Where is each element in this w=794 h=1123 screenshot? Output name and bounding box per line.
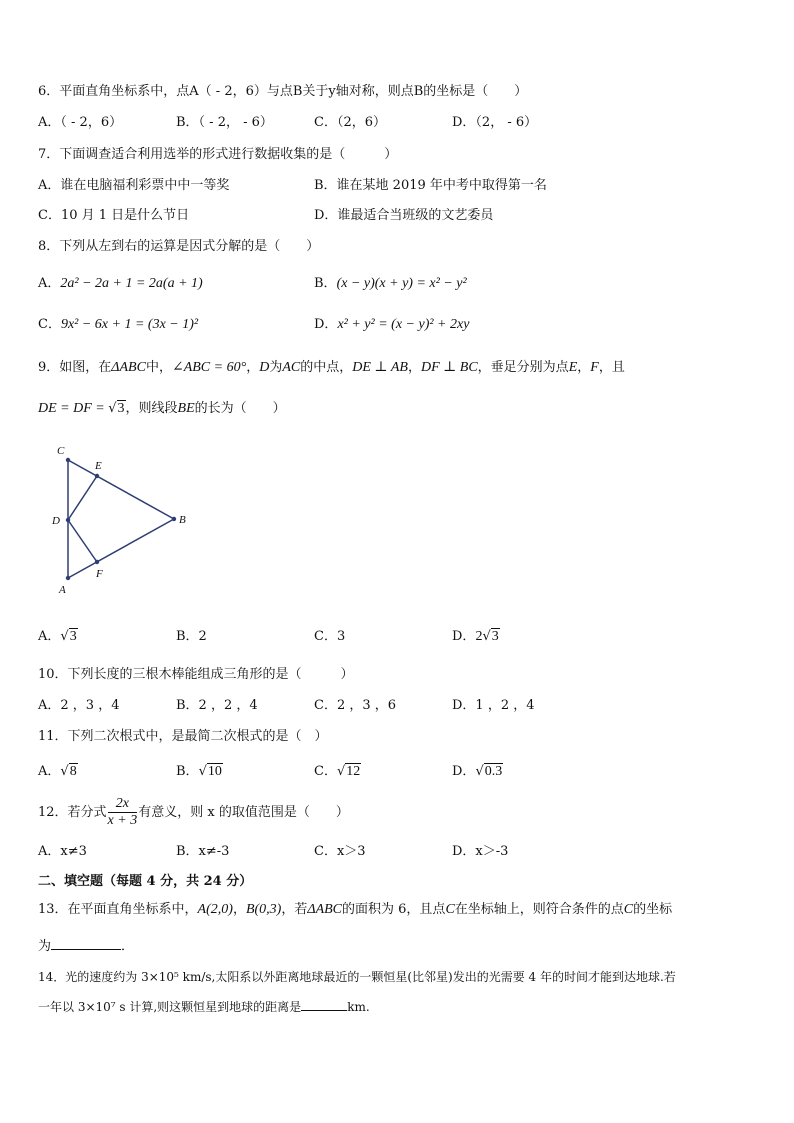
q8-option-c <box>38 316 198 334</box>
sqrt-symbol: √0.3 <box>475 764 503 779</box>
q9-option-d-label: D． <box>452 629 476 644</box>
q13-text: 在坐标轴上，则符合条件的点 <box>454 902 624 917</box>
q8-option-b <box>314 275 467 293</box>
q9-text: 9．如图，在 <box>38 360 112 375</box>
q14-line2 <box>38 998 370 1016</box>
radicand: 12 <box>346 764 361 779</box>
q9-option-a <box>38 628 78 646</box>
q9-math: ∠ABC = 60° <box>171 360 247 375</box>
q8-option-d-expr: x² + y² = (x − y)² + 2xy <box>337 317 470 332</box>
label-a: A <box>59 584 66 596</box>
label-d: D <box>52 515 60 527</box>
q6-option-c: C．（2，6） <box>314 115 386 130</box>
q7-option-d: D．谁最适合当班级的文艺委员 <box>314 208 494 223</box>
label-b: B <box>179 514 186 526</box>
sqrt-symbol: √3 <box>108 401 125 416</box>
answer-blank[interactable] <box>51 937 121 950</box>
sqrt-symbol: √10 <box>198 764 222 779</box>
q11-option-c <box>314 763 361 781</box>
q9-option-a-label: A． <box>38 629 61 644</box>
q9-math: D <box>259 360 270 375</box>
q11-option-d <box>452 763 503 781</box>
q11-option-b-label: B． <box>176 764 199 779</box>
q14-text: km. <box>347 1000 370 1014</box>
q8-option-b-label: B． <box>314 276 337 291</box>
q13-text: 13．在平面直角坐标系中， <box>38 902 198 917</box>
q9-math: ΔABC <box>111 360 146 375</box>
q13-text: ， <box>232 902 246 917</box>
point-b <box>172 517 176 521</box>
q13-math: C <box>623 902 634 917</box>
q9-stem-line1 <box>38 359 625 377</box>
q8-option-a-expr: 2a² − 2a + 1 = 2a(a + 1) <box>60 276 203 291</box>
q13-text: 为 <box>38 939 52 954</box>
q13-math: C <box>445 902 455 917</box>
point-f <box>95 560 99 564</box>
q7-option-c: C．10 月 1 日是什么节日 <box>38 208 190 223</box>
q9-text: ， <box>407 360 421 375</box>
point-d <box>66 518 70 522</box>
q9-math: DF ⊥ BC <box>420 360 478 375</box>
q9-option-d <box>452 628 500 646</box>
q13-text: 的面积为 6，且点 <box>342 902 446 917</box>
q11-option-a-label: A． <box>38 764 61 779</box>
q13-math: B(0,3) <box>245 902 282 917</box>
q13-text: 的坐标 <box>633 902 673 917</box>
radicand: 3 <box>491 629 499 644</box>
q9-text: ， <box>577 360 591 375</box>
q8-stem: 8．下列从左到右的运算是因式分解的是（ ） <box>38 239 320 254</box>
point-a <box>66 576 70 580</box>
q11-option-d-label: D． <box>452 764 476 779</box>
q8-option-d <box>314 316 469 334</box>
q7-stem: 7．下面调查适合利用选举的形式进行数据收集的是（ ） <box>38 147 398 162</box>
section-heading: 二、填空题（每题 4 分，共 24 分） <box>38 874 253 889</box>
q12-text: 12．若分式 <box>38 805 107 820</box>
q11-option-a <box>38 763 78 781</box>
q12-stem <box>38 796 349 830</box>
label-e: E <box>95 460 102 472</box>
q8-option-c-expr: 9x² − 6x + 1 = (3x − 1)² <box>60 317 199 332</box>
q7-option-b: B．谁在某地 2019 年中考中取得第一名 <box>314 178 547 193</box>
fraction <box>108 796 138 829</box>
q11-option-b <box>176 763 223 781</box>
radicand: 3 <box>117 401 125 416</box>
q13-line2 <box>38 937 134 956</box>
radicand: 10 <box>207 764 222 779</box>
q13-text: ． <box>121 939 135 954</box>
q10-option-d: D．1 ，2 ，4 <box>452 698 535 713</box>
q13-math: A(2,0) <box>197 902 233 917</box>
q9-triangle-figure <box>44 440 204 600</box>
q12-text: 有意义，则 x 的取值范围是（ ） <box>138 805 349 820</box>
q9-math: BE <box>177 401 195 416</box>
segment-de <box>68 476 97 520</box>
q14-text: 一年以 3×10⁷ s 计算,则这颗恒星到地球的距离是 <box>38 1000 302 1014</box>
point-c <box>66 458 70 462</box>
q10-stem: 10．下列长度的三根木棒能组成三角形的是（ ） <box>38 667 354 682</box>
sqrt-symbol: √3 <box>60 629 77 644</box>
q9-text: 中， <box>145 360 172 375</box>
point-e <box>95 474 99 478</box>
q8-option-c-label: C． <box>38 317 61 332</box>
q10-option-c: C．2 ，3 ，6 <box>314 698 397 713</box>
radicand: 8 <box>69 764 77 779</box>
q13-math: ΔABC <box>307 902 343 917</box>
fraction-denominator: x + 3 <box>107 813 138 828</box>
fraction-numerator: 2x <box>108 796 138 813</box>
q9-text: ，垂足分别为点 <box>477 360 569 375</box>
q8-option-d-label: D． <box>314 317 338 332</box>
q10-option-b: B．2 ，2 ，4 <box>176 698 258 713</box>
label-c: C <box>57 445 65 457</box>
sqrt-symbol: √12 <box>336 764 361 779</box>
q9-text: 为 <box>269 360 283 375</box>
q9-math: DE = DF = <box>38 401 109 416</box>
q6-option-b: B．（ - 2， - 6） <box>176 115 273 130</box>
segment-cb <box>68 460 174 519</box>
q9-math: DE ⊥ AB <box>352 360 408 375</box>
q13-text: ，若 <box>281 902 308 917</box>
q9-text: ， <box>246 360 260 375</box>
q12-option-a: A．x≠3 <box>38 844 87 859</box>
q9-text: ，则线段 <box>125 401 178 416</box>
label-f: F <box>96 568 103 580</box>
radicand: 0.3 <box>484 764 503 779</box>
q6-stem: 6．平面直角坐标系中，点A（ - 2，6）与点B关于y轴对称，则点B的坐标是（ ） <box>38 84 528 99</box>
q6-option-a: A．（ - 2，6） <box>38 115 123 130</box>
q11-option-c-label: C． <box>314 764 337 779</box>
q6-option-d: D．（2， - 6） <box>452 115 538 130</box>
q9-stem-line2 <box>38 400 286 418</box>
q9-text: 的中点， <box>300 360 353 375</box>
q9-text: 的长为（ ） <box>194 401 286 416</box>
q12-option-d: D．x＞-3 <box>452 844 509 859</box>
q9-option-b: B．2 <box>176 629 207 644</box>
segment-df <box>68 520 97 562</box>
q7-option-a: A．谁在电脑福利彩票中中一等奖 <box>38 178 230 193</box>
q9-option-c: C．3 <box>314 629 346 644</box>
q11-stem: 11．下列二次根式中，是最简二次根式的是（ ） <box>38 729 328 744</box>
q9-math: AC <box>282 360 301 375</box>
q9-text: ，且 <box>598 360 625 375</box>
q10-option-a: A．2 ，3 ，4 <box>38 698 120 713</box>
radicand: 3 <box>69 629 77 644</box>
q9-math: E <box>568 360 578 375</box>
q8-option-a <box>38 275 203 293</box>
sqrt-symbol: √8 <box>60 764 77 779</box>
q9-math: F <box>590 360 599 375</box>
answer-blank[interactable] <box>301 998 347 1011</box>
q8-option-a-label: A． <box>38 276 61 291</box>
coefficient: 2 <box>475 629 483 644</box>
q8-option-b-expr: (x − y)(x + y) = x² − y² <box>336 276 467 291</box>
q12-option-b: B．x≠-3 <box>176 844 230 859</box>
q13-line1 <box>38 901 672 919</box>
sqrt-symbol: √3 <box>482 629 499 644</box>
q14-line1: 14．光的速度约为 3×10⁵ km/s,太阳系以外距离地球最近的一颗恒星(比邻星)发出的光需要 4 年的时间才能到达地球.若 <box>38 970 676 984</box>
segment-ab <box>68 519 174 578</box>
q12-option-c: C．x＞3 <box>314 844 366 859</box>
